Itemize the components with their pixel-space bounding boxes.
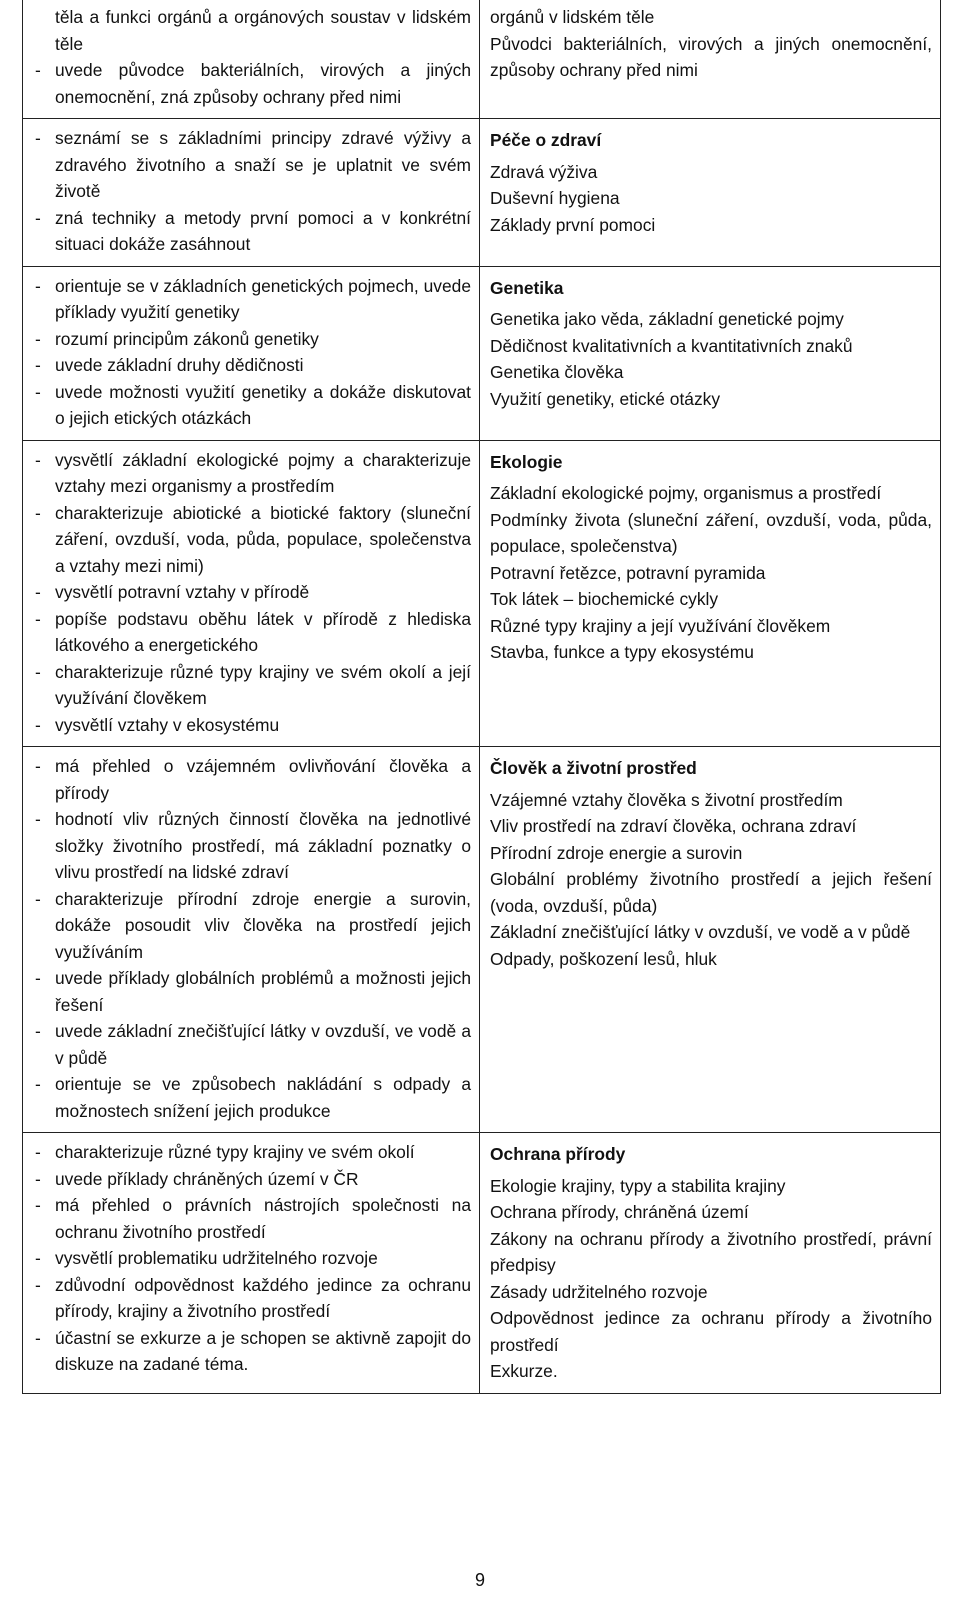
list-item: - popíše podstavu oběhu látek v přírodě z hlediska látkového a energetického [33, 606, 471, 659]
list-item: - uvede příklady globálních problémů a možnosti jejich řešení [33, 965, 471, 1018]
section-heading: Genetika [490, 277, 564, 298]
topics-cell [480, 119, 941, 267]
list-item: - vysvětlí vztahy v ekosystému [33, 712, 471, 739]
topic-line: Původci bakteriálních, virových a jiných onemocnění, způsoby ochrany před nimi [490, 33, 932, 80]
list-item: - vysvětlí potravní vztahy v přírodě [33, 579, 471, 606]
topics-cell [480, 0, 941, 119]
topics-cell [480, 747, 941, 1133]
topic-line: Zdravá výživa [490, 161, 598, 182]
list-item: - orientuje se v základních genetických pojmech, uvede příklady využití genetiky [33, 273, 471, 326]
topic-line: Zásady udržitelného rozvoje [490, 1281, 708, 1302]
list-item: - vysvětlí problematiku udržitelného rozvoje [33, 1245, 471, 1272]
topic-line: Základy první pomoci [490, 214, 656, 235]
table-row [23, 266, 941, 440]
section-heading: Péče o zdraví [490, 130, 602, 150]
list-item: - seznámí se s základními principy zdravé výživy a zdravého životního a snaží se je uplatnit ve svém životě [33, 125, 471, 205]
topic-line: Využití genetiky, etické otázky [490, 388, 721, 409]
table-row [23, 119, 941, 267]
topic-line: orgánů v lidském těle [490, 7, 655, 27]
list-item: - uvede příklady chráněných území v ČR [33, 1166, 471, 1193]
list-item: těla a funkci orgánů a orgánových soustav v lidském těle [55, 7, 471, 54]
topic-line: Vliv prostředí na zdraví člověka, ochrana zdraví [490, 816, 857, 836]
table-row [23, 440, 941, 747]
topic-line: Ochrana přírody, chráněná území [490, 1202, 749, 1222]
list-item: - má přehled o vzájemném ovlivňování člověka a přírody [33, 753, 471, 806]
topic-line: Ekologie krajiny, typy a stabilita krajiny [490, 1175, 786, 1196]
list-item: - orientuje se ve způsobech nakládání s odpady a možnostech snížení jejich produkce [33, 1071, 471, 1124]
list-item: - hodnotí vliv různých činností člověka na jednotlivé složky životního prostředí, má základní poznatky o vlivu prostředí na lidské zdraví [33, 806, 471, 886]
topics-cell [480, 1133, 941, 1394]
list-item: - má přehled o právních nástrojích společnosti na ochranu životního prostředí [33, 1192, 471, 1245]
list-item: - uvede možnosti využití genetiky a dokáže diskutovat o jejich etických otázkách [33, 379, 471, 432]
table-row [23, 0, 941, 119]
outcomes-cell [23, 0, 480, 119]
list-item: - uvede původce bakteriálních, virových a jiných onemocnění, zná způsoby ochrany před nimi [33, 57, 471, 110]
page-number: 9 [474, 1570, 485, 1590]
list-item: - zná techniky a metody první pomoci a v konkrétní situaci dokáže zasáhnout [33, 205, 471, 258]
curriculum-table [22, 0, 941, 1394]
outcomes-cell [23, 266, 480, 440]
list-item: - charakterizuje abiotické a biotické faktory (sluneční záření, ovzduší, voda, půda, populace, společenstva a vztahy mezi nimi) [33, 500, 471, 580]
list-item: - zdůvodní odpovědnost každého jedince za ochranu přírody, krajiny a životního prostředí [33, 1272, 471, 1325]
topic-line: Základní ekologické pojmy, organismus a prostředí [490, 483, 882, 503]
list-item: - účastní se exkurze a je schopen se aktivně zapojit do diskuze na zadané téma. [33, 1325, 471, 1378]
topic-line: Tok látek – biochemické cykly [490, 589, 719, 609]
outcomes-cell [23, 1133, 480, 1394]
table-row [23, 747, 941, 1133]
topic-line: Odpovědnost jedince za ochranu přírody a životního prostředí [490, 1308, 932, 1355]
topic-line: Potravní řetězce, potravní pyramida [490, 562, 766, 583]
topic-line: Zákony na ochranu přírody a životního prostředí, právní předpisy [490, 1228, 932, 1275]
topic-line: Základní znečišťující látky v ovzduší, ve vodě a v půdě [490, 922, 911, 942]
topic-line: Stavba, funkce a typy ekosystému [490, 642, 754, 662]
topics-cell [480, 440, 941, 747]
topic-line: Vzájemné vztahy člověka s životní prostředím [490, 789, 843, 810]
outcomes-cell [23, 747, 480, 1133]
section-heading: Člověk a životní prostřed [490, 758, 697, 778]
topic-line: Globální problémy životního prostředí a jejich řešení (voda, ovzduší, půda) [490, 869, 932, 916]
list-item: - charakterizuje různé typy krajiny ve svém okolí a její využívání člověkem [33, 659, 471, 712]
topic-line: Různé typy krajiny a její využívání člověkem [490, 615, 831, 636]
topic-line: Podmínky života (sluneční záření, ovzduší, voda, půda, populace, společenstva) [490, 509, 932, 556]
section-heading: Ekologie [490, 451, 563, 472]
topic-line: Odpady, poškození lesů, hluk [490, 948, 717, 969]
list-item: - uvede základní znečišťující látky v ovzduší, ve vodě a v půdě [33, 1018, 471, 1071]
outcomes-cell [23, 119, 480, 267]
topic-line: Exkurze. [490, 1361, 558, 1381]
topic-line: Přírodní zdroje energie a surovin [490, 842, 743, 863]
outcomes-cell [23, 440, 480, 747]
topic-line: Genetika jako věda, základní genetické pojmy [490, 309, 844, 329]
list-item: - uvede základní druhy dědičnosti [33, 352, 471, 379]
list-item: - charakterizuje přírodní zdroje energie a surovin, dokáže posoudit vliv člověka na prostředí jejich využíváním [33, 886, 471, 966]
list-item: - charakterizuje různé typy krajiny ve svém okolí [33, 1139, 471, 1166]
section-heading: Ochrana přírody [490, 1144, 626, 1164]
table-row [23, 1133, 941, 1394]
topic-line: Genetika člověka [490, 362, 624, 382]
topic-line: Duševní hygiena [490, 188, 620, 208]
list-item: - vysvětlí základní ekologické pojmy a charakterizuje vztahy mezi organismy a prostředím [33, 447, 471, 500]
topic-line: Dědičnost kvalitativních a kvantitativních znaků [490, 335, 853, 356]
topics-cell [480, 266, 941, 440]
list-item: - rozumí principům zákonů genetiky [33, 326, 471, 353]
